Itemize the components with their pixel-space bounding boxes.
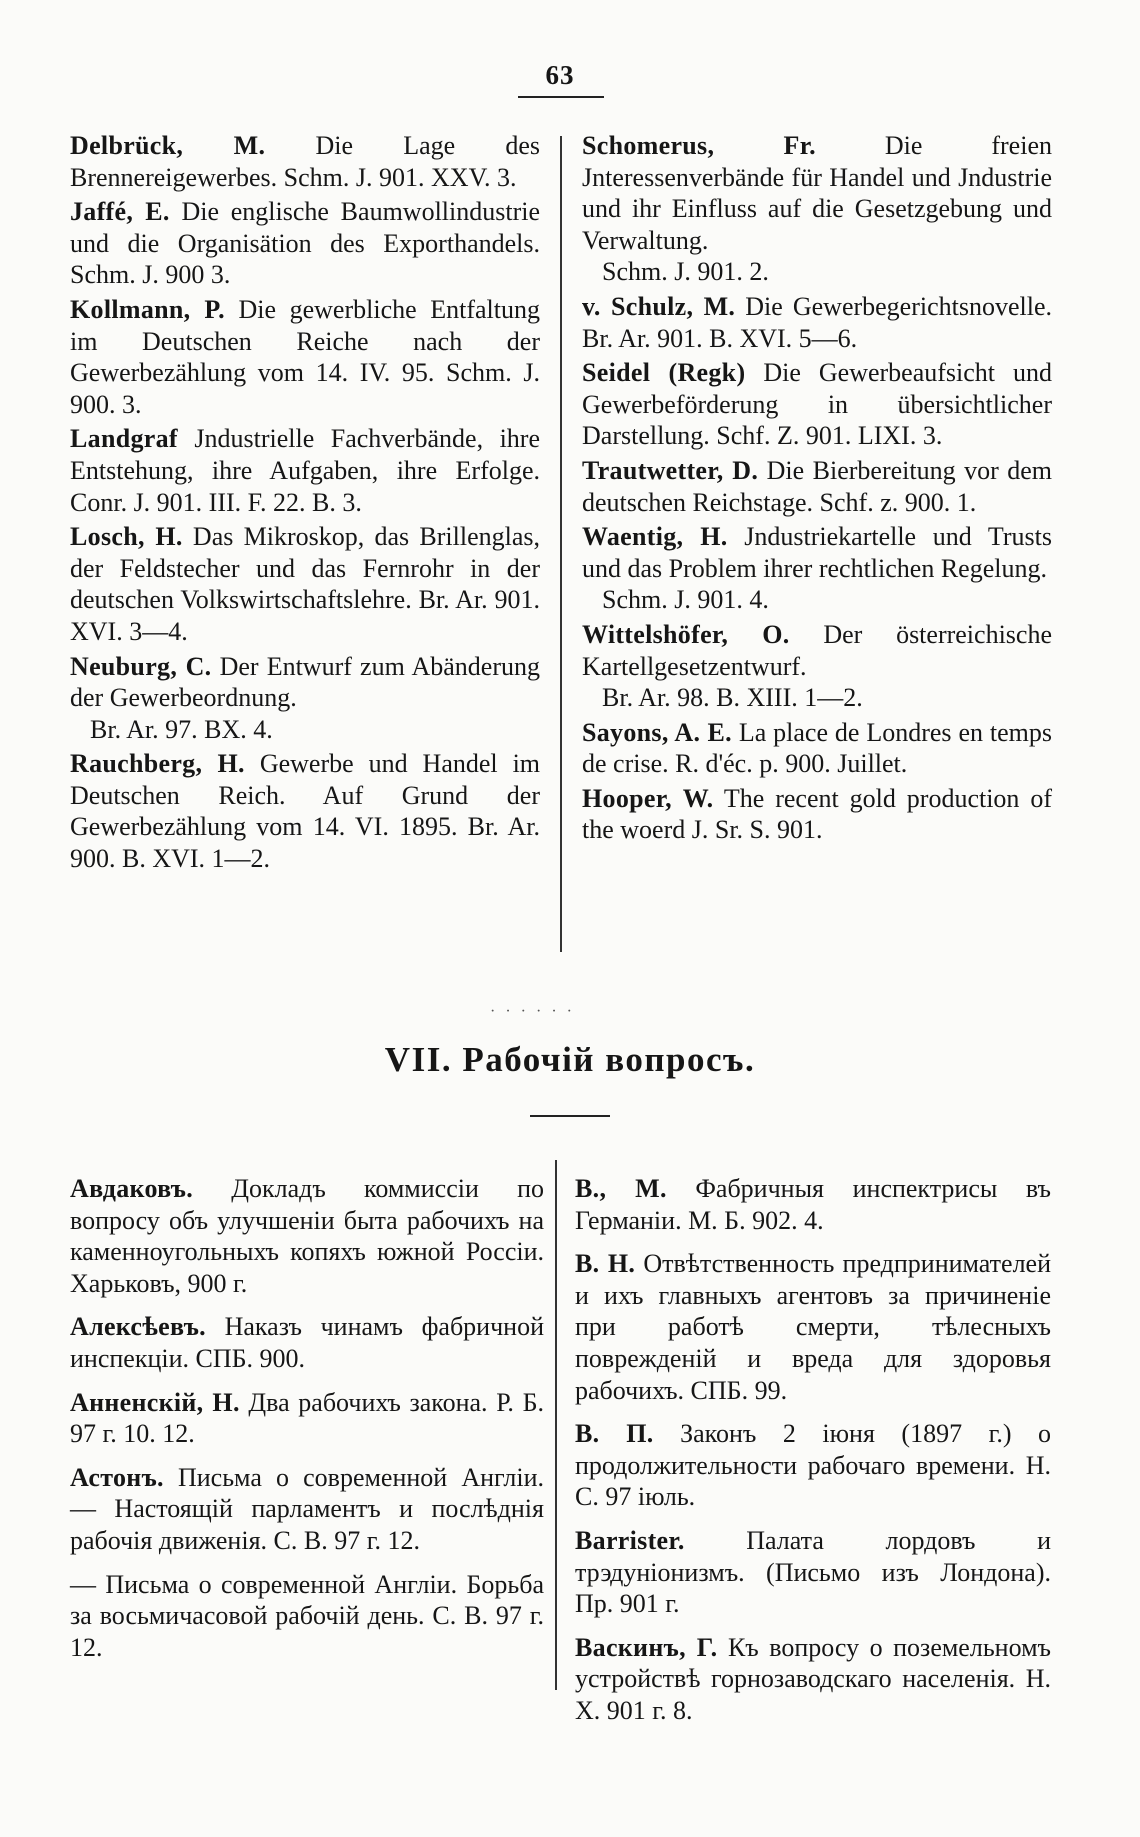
entry-author: В. Н. [575,1249,636,1279]
bibliography-entry [70,748,540,874]
bibliography-entry [575,1525,1051,1620]
entry-text: Наказъ чинамъ фабричной инспекцiи. СПБ. 900. [70,1312,544,1373]
entry-text: Die Gewerbeaufsicht und Gewerbeförderung in übersichtlicher Darstellung. Schf. Z. 901. LIXI. 3. [582,358,1052,451]
entry-author: Васкинъ, Г. [575,1632,718,1662]
entry-text: Der Entwurf zum Abänderung der Gewerbeordnung. [70,651,540,713]
entry-text: Der österreichische Kartellgesetzentwurf. [582,619,1052,681]
bibliography-entry [70,196,540,291]
heading-rule [530,1115,610,1117]
entry-author: В., М. [575,1174,667,1203]
bibliography-entry [70,651,540,746]
entry-text: Законъ 2 iюня (1897 г.) о продолжительности рабочаго времени. Н. С. 97 iюль. [575,1419,1051,1512]
bibliography-entry [70,1311,544,1374]
entry-author: Barrister. [575,1525,685,1555]
entry-text: Jndustrielle Fachverbände, ihre Entstehung, ihre Aufgaben, ihre Erfolge. Conr. J. 901. III. F. 22. B. 3. [70,424,541,517]
entry-text: Jndustriekartelle und Trusts und das Problem ihrer rechtlichen Regelung. [582,522,1052,583]
entry-text: Die gewerbliche Entfaltung im Deutschen Reiche nach der Gewerbezählung vom 14. IV. 95. Schm. J. 900. 3. [70,294,540,419]
entry-text: Das Mikroskop, das Brillenglas, der Feldstecher und das Fernrohr in der deutschen Volkswirtschaftslehre. Br. Ar. 901. XVI. 3—4. [70,522,541,646]
entry-text: La place de Londres en temps de crise. R. d'éc. p. 900. Juillet. [582,717,1053,779]
entry-author: v. Schulz, M. [582,291,736,321]
page-number: 63 [545,60,575,90]
entry-text: Die Gewerbegerichtsnovelle. Br. Ar. 901. B. XVI. 5—6. [582,291,1053,353]
bibliography-entry [575,1173,1051,1236]
top-right-column [582,130,1052,849]
entry-author: Sayons, A. E. [582,717,732,747]
entry-source: Br. Ar. 98. B. XIII. 1—2. [602,683,863,713]
bibliography-entry [70,130,540,193]
entry-source: Schm. J. 901. 4. [602,585,769,615]
entry-author: Jaffé, E. [70,197,170,227]
bibliography-entry [70,521,540,647]
bibliography-entry [70,1387,544,1450]
bibliography-entry [70,1462,544,1557]
top-rule [518,96,604,98]
bibliography-entry [70,1569,544,1664]
entry-text: Die englische Baumwollindustrie und die Organisätion des Exporthandels. Schm. J. 900 3. [70,197,541,290]
bibliography-entry [582,521,1052,616]
entry-author: Schomerus, Fr. [582,131,816,160]
bibliography-entry [575,1418,1051,1513]
entry-text: Фабричныя инспектрисы въ Германiи. М. Б. 902. 4. [575,1174,1051,1235]
entry-author: Landgraf [70,424,178,454]
entry-author: Neuburg, C. [70,651,212,681]
entry-author: Kollmann, P. [70,294,225,324]
entry-text: Die freien Jnteressenverbände für Handel und Jndustrie und ihr Einfluss auf die Gesetzgebung und Verwaltung. [582,131,1052,255]
entry-author: Rauchberg, H. [70,749,245,779]
section-heading: VII. Рабочiй вопросъ. [384,1040,756,1079]
bibliography-entry [70,1173,544,1299]
top-left-column [70,130,540,878]
entry-text: Die Bierbereitung vor dem deutschen Reichstage. Schf. z. 900. 1. [582,455,1052,517]
bibliography-entry [582,783,1052,846]
column-divider-bottom [555,1160,557,1690]
entry-text: Палата лордовъ и трэдунiонизмъ. (Письмо изъ Лондона). Пр. 901 г. [575,1525,1051,1619]
entry-text: Отвѣтственность предпринимателей и ихъ главныхъ агентовъ за причиненiе при работѣ смерти, тѣлесныхъ поврежденiй и вреда для здоровья рабочихъ. СПБ. 99. [575,1249,1052,1405]
section-separator-dots: · · · · · · [490,1003,575,1020]
bibliography-entry [582,130,1052,288]
column-divider-top [560,136,562,952]
bibliography-entry [582,717,1052,780]
bibliography-entry [70,294,540,420]
entry-text: Два рабочихъ закона. Р. Б. 97 г. 10. 12. [70,1387,545,1449]
entry-author: В. П. [575,1419,654,1449]
entry-author: Алексѣевъ. [70,1312,206,1342]
bibliography-entry [582,619,1052,714]
entry-author: Waentig, H. [582,522,728,552]
entry-text: The recent gold production of the woerd J. Sr. S. 901. [582,783,1052,845]
bibliography-entry [70,423,540,518]
entry-text: Къ вопросу о поземельномъ устройствѣ горнозаводскаго населенiя. Н. Х. 901 г. 8. [575,1632,1051,1725]
entry-author: Losch, H. [70,522,183,552]
entry-author: Hooper, W. [582,783,714,813]
bibliography-entry [575,1632,1051,1727]
entry-author: Анненскiй, Н. [70,1387,240,1417]
entry-author: Seidel (Regk) [582,358,746,388]
entry-text: Письма о современной Англiи. — Настоящiй парламентъ и послѣднiя рабочiя движенiя. С. В. 97 г. 12. [70,1462,544,1555]
bibliography-entry [582,357,1052,452]
entry-text: Gewerbe und Handel im Deutschen Reich. Auf Grund der Gewerbezählung vom 14. VI. 1895. Br. Ar. 900. B. XVI. 1—2. [70,749,541,874]
bottom-right-column [575,1173,1051,1739]
entry-source: Schm. J. 901. 2. [602,257,769,287]
entry-source: Br. Ar. 97. BX. 4. [90,714,273,744]
entry-text: Die Lage des Brennereigewerbes. Schm. J. 901. XXV. 3. [70,131,540,192]
bottom-left-column [70,1173,544,1675]
entry-text: — Письма о современной Англiи. Борьба за восьмичасовой рабочiй день. С. В. 97 г. 12. [70,1569,544,1662]
entry-author: Авдаковъ. [70,1174,194,1203]
entry-author: Wittelshöfer, O. [582,619,790,649]
entry-author: Delbrück, M. [70,131,266,160]
bibliography-entry [575,1248,1051,1406]
entry-text: Докладъ коммиссiи по вопросу объ улучшенiи быта рабочихъ на каменноугольныхъ копяхъ южной Россiи. Харьковъ, 900 г. [70,1174,545,1298]
bibliography-entry [582,455,1052,518]
entry-author: Астонъ. [70,1462,164,1492]
entry-author: Trautwetter, D. [582,455,759,485]
bibliography-entry [582,291,1052,354]
